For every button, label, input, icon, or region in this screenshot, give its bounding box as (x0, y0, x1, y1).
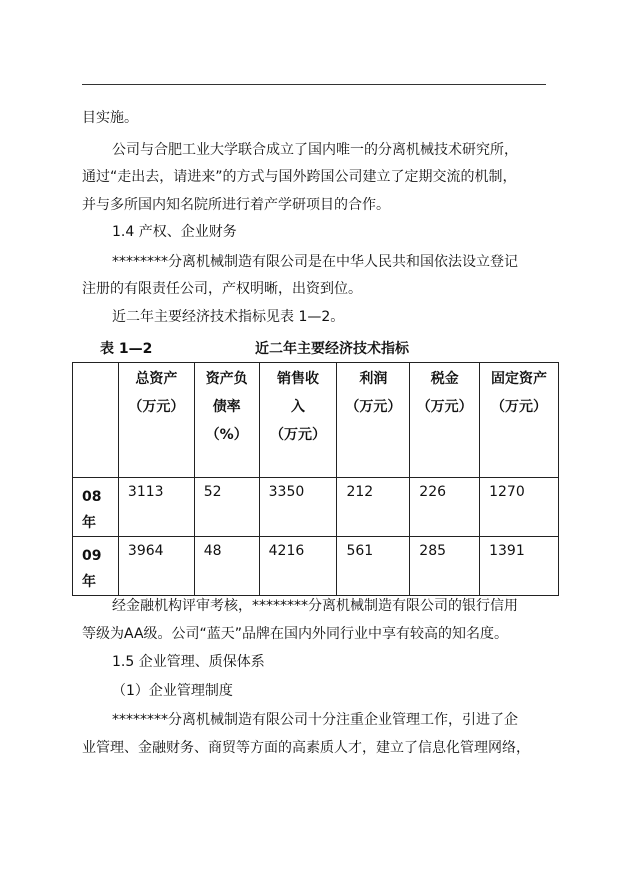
cell: 226 (410, 478, 480, 537)
table-caption-title: 近二年主要经济技术指标 (255, 341, 409, 357)
header-cell: 利润 （万元） (337, 363, 410, 478)
header-cell (73, 363, 119, 478)
cell: 285 (410, 537, 480, 596)
table-row (73, 537, 559, 596)
cell: 52 (194, 478, 259, 537)
indicators-table (72, 362, 559, 596)
paragraph-line: 近二年主要经济技术指标见表 1—2。 (112, 309, 345, 325)
cell: 1270 (480, 478, 559, 537)
header-cell: 资产负 债率 （%） (194, 363, 259, 478)
table-header-row (73, 363, 559, 478)
paragraph-line: 经金融机构评审考核，********分离机械制造有限公司的银行信用 (112, 598, 518, 614)
cell: 3964 (118, 537, 194, 596)
table-row (73, 478, 559, 537)
row-year: 09 年 (73, 537, 119, 596)
paragraph-line: ********分离机械制造有限公司是在中华人民共和国依法设立登记 (112, 254, 518, 270)
section-heading-1-4: 1.4 产权、企业财务 (112, 224, 237, 240)
paragraph-line: 目实施。 (82, 110, 138, 126)
cell: 4216 (259, 537, 337, 596)
paragraph-line: 公司与合肥工业大学联合成立了国内唯一的分离机械技术研究所， (112, 142, 518, 158)
cell: 212 (337, 478, 410, 537)
header-cell: 总资产 （万元） (118, 363, 194, 478)
paragraph-line: ********分离机械制造有限公司十分注重企业管理工作，引进了企 (112, 712, 518, 728)
cell: 3350 (259, 478, 337, 537)
paragraph-line: 等级为AA级。公司“蓝天”品牌在国内外同行业中享有较高的知名度。 (82, 626, 509, 642)
cell: 1391 (480, 537, 559, 596)
paragraph-line: 业管理、金融财务、商贸等方面的高素质人才，建立了信息化管理网络， (82, 740, 530, 756)
cell: 3113 (118, 478, 194, 537)
header-cell: 固定资产 （万元） (480, 363, 559, 478)
header-cell: 税金 （万元） (410, 363, 480, 478)
header-rule (82, 84, 546, 85)
row-year: 08 年 (73, 478, 119, 537)
cell: 561 (337, 537, 410, 596)
paragraph-line: 注册的有限责任公司，产权明晰，出资到位。 (82, 281, 362, 297)
paragraph-line: 通过“走出去，请进来”的方式与国外跨国公司建立了定期交流的机制， (82, 169, 517, 185)
subsection-heading: （1）企业管理制度 (112, 683, 233, 699)
table-caption-label: 表 1—2 (100, 341, 153, 357)
cell: 48 (194, 537, 259, 596)
header-cell: 销售收 入 （万元） (259, 363, 337, 478)
section-heading-1-5: 1.5 企业管理、质保体系 (112, 654, 265, 670)
paragraph-line: 并与多所国内知名院所进行着产学研项目的合作。 (82, 197, 390, 213)
